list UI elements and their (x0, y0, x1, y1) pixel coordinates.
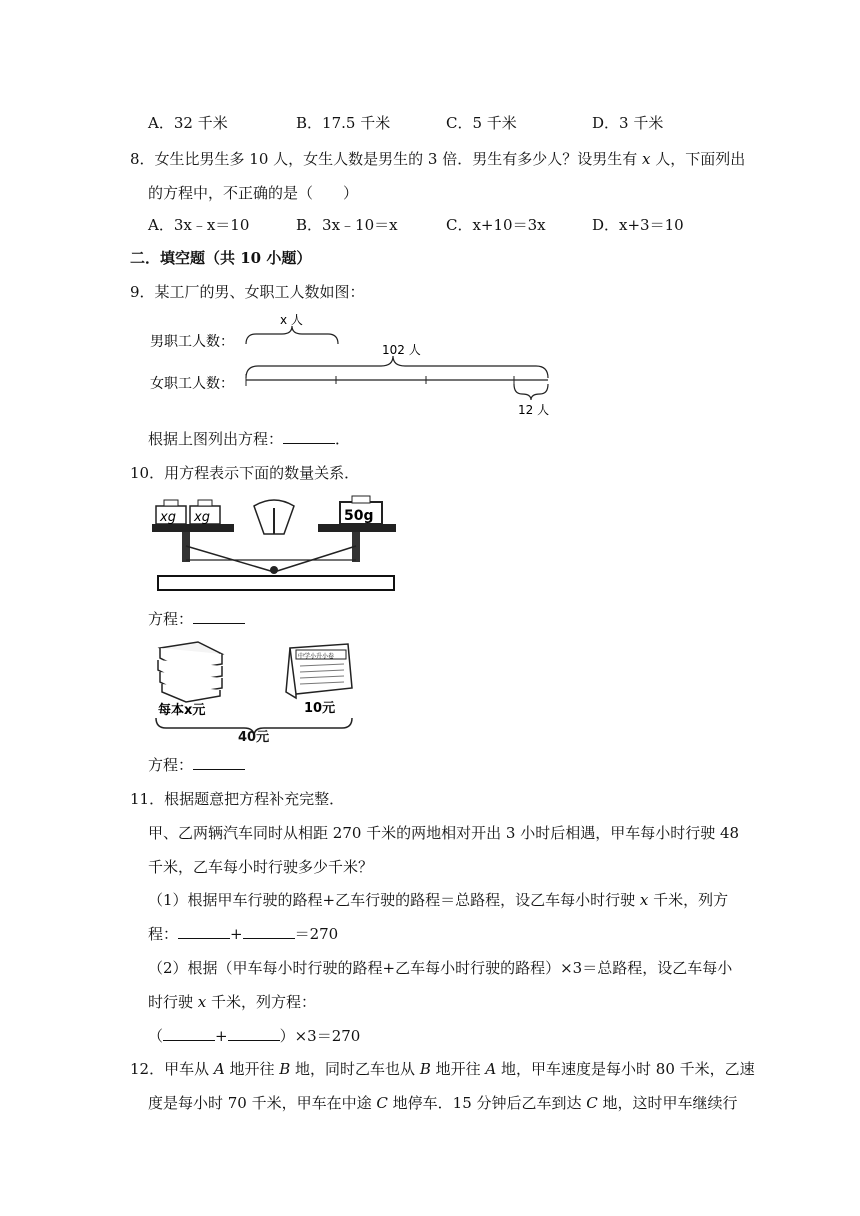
q11-part2-line1: （2）根据（甲车每小时行驶的路程+乙车每小时行驶的路程）×3＝总路程，设乙车每小 (148, 959, 733, 977)
q8-option-a: A．3x﹣x＝10 (148, 216, 250, 234)
q11-part1-line2: 程： + ＝270 (148, 925, 339, 943)
q9-title: 9．某工厂的男、女职工人数如图： (130, 283, 365, 301)
q11-p1-blank2[interactable] (243, 924, 295, 939)
svg-text:50g: 50g (344, 508, 374, 524)
female-label: 女职工人数： (150, 376, 234, 392)
q8-option-d: D．x+3＝10 (592, 216, 684, 234)
q12-text-line2: 度是每小时 70 千米，甲车在中途 C 地停车．15 分钟后乙车到达 C 地，这时甲车继续行 (148, 1094, 738, 1112)
q8-question-line2: 的方程中，不正确的是（ ） (148, 184, 359, 202)
x-label: x 人 (280, 313, 303, 327)
total-label: 102 人 (382, 343, 421, 357)
q10-eq2-blank[interactable] (193, 755, 245, 770)
q11-part2-line3: （ + ）×3＝270 (148, 1027, 361, 1045)
svg-text:xg: xg (160, 510, 176, 525)
q11-p1-blank1[interactable] (178, 924, 230, 939)
balance-scale-figure (150, 494, 396, 596)
q8-question-line1: 8．女生比男生多 10 人，女生人数是男生的 3 倍．男生有多少人？设男生有 x 人，下面列出 (130, 150, 746, 168)
q11-text-line1: 甲、乙两辆汽车同时从相距 270 千米的两地相对开出 3 小时后相遇，甲车每小时行驶 48 (148, 824, 740, 842)
q10-title: 10．用方程表示下面的数量关系． (130, 464, 360, 482)
q9-answer-blank[interactable] (283, 429, 335, 444)
magazine-title: 中学小升小卷 (298, 653, 335, 660)
q11-title: 11．根据题意把方程补充完整． (130, 790, 345, 808)
q7-option-c: C．5 千米 (446, 114, 517, 132)
q12-text-line1: 12．甲车从 A 地开往 B 地，同时乙车也从 B 地开往 A 地，甲车速度是每小时 80 千米，乙速 (130, 1060, 755, 1078)
male-label: 男职工人数： (150, 334, 234, 350)
q11-p2-blank2[interactable] (228, 1026, 280, 1041)
q7-option-a: A．32 千米 (148, 114, 228, 132)
q11-text-line2: 千米，乙车每小时行驶多少千米？ (148, 858, 374, 876)
q7-option-d: D．3 千米 (592, 114, 664, 132)
books-total-caption: 40元 (238, 730, 270, 745)
book-price-caption: 每本x元 (158, 703, 206, 718)
q8-option-b: B．3x﹣10＝x (296, 216, 398, 234)
q11-part2-line2: 时行驶 x 千米，列方程： (148, 993, 317, 1011)
q11-part1-line1: （1）根据甲车行驶的路程+乙车行驶的路程＝总路程，设乙车每小时行驶 x 千米，列方 (148, 891, 729, 909)
q10-eq2: 方程： (148, 754, 245, 775)
svg-text:xg: xg (194, 510, 210, 525)
q8-option-c: C．x+10＝3x (446, 216, 546, 234)
q7-option-b: B．17.5 千米 (296, 114, 391, 132)
extra-label: 12 人 (518, 403, 550, 417)
magazine-price-caption: 10元 (304, 701, 336, 716)
q9-prompt: 根据上图列出方程： ． (148, 430, 351, 448)
q10-eq1-blank[interactable] (193, 609, 245, 624)
section-header: 二．填空题（共 10 小题） (130, 249, 312, 267)
q9-diagram (146, 308, 566, 420)
q10-eq1: 方程： (148, 608, 245, 629)
q11-p2-blank1[interactable] (163, 1026, 215, 1041)
